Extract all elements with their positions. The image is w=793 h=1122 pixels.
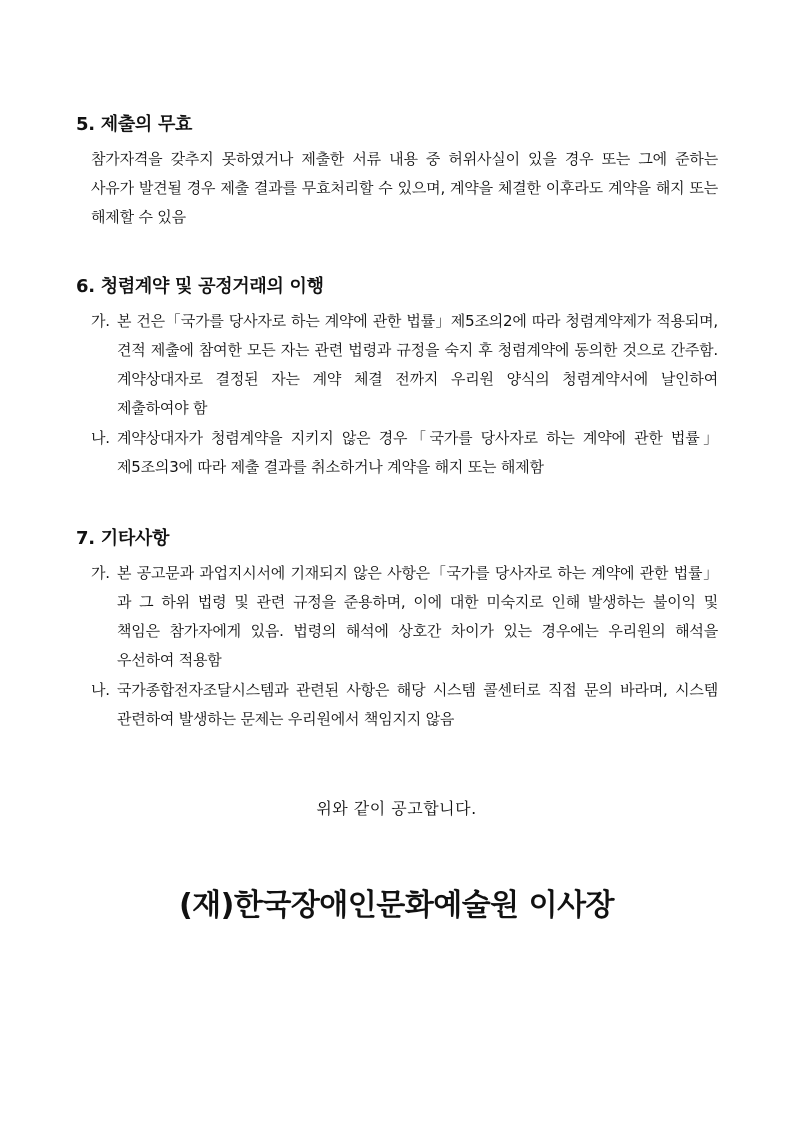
item-marker: 나. <box>91 429 110 447</box>
item-text: 국가종합전자조달시스템과 관련된 사항은 해당 시스템 콜센터로 직접 문의 바라며, 시스템 관련하여 발생하는 문제는 우리원에서 책임지지 않음 <box>117 681 718 728</box>
section-6-item-ga <box>91 307 718 423</box>
section-7-item-ga <box>91 559 718 675</box>
section-5-title: 5. 제출의 무효 <box>76 114 193 135</box>
section-6-title: 6. 청렴계약 및 공정거래의 이행 <box>76 276 324 297</box>
item-marker: 나. <box>91 681 110 699</box>
closing-statement: 위와 같이 공고합니다. <box>316 799 477 818</box>
item-text: 본 공고문과 과업지시서에 기재되지 않은 사항은「국가를 당사자로 하는 계약에 관한 법률」과 그 하위 법령 및 관련 규정을 준용하며, 이에 대한 미숙지로 인해 발생하는 불이익 및 책임은 참가자에게 있음. 법령의 해석에 상호간 차이가 있는 경우에는 우리원의 해석을 우선하여 적용함 <box>117 564 718 669</box>
section-7-title: 7. 기타사항 <box>76 528 170 549</box>
section-7-item-na <box>91 676 718 734</box>
issuer-signature: (재)한국장애인문화예술원 이사장 <box>178 888 615 923</box>
item-text: 계약상대자가 청렴계약을 지키지 않은 경우「국가를 당사자로 하는 계약에 관한 법률」제5조의3에 따라 제출 결과를 취소하거나 계약을 해지 또는 해제함 <box>117 429 718 476</box>
item-marker: 가. <box>91 564 110 582</box>
section-5-body: 참가자격을 갖추지 못하였거나 제출한 서류 내용 중 허위사실이 있을 경우 또는 그에 준하는 사유가 발견될 경우 제출 결과를 무효처리할 수 있으며, 계약을 체결한 이후라도 계약을 해지 또는 해제할 수 있음 <box>91 150 718 226</box>
item-text: 본 건은「국가를 당사자로 하는 계약에 관한 법률」제5조의2에 따라 청렴계약제가 적용되며, 견적 제출에 참여한 모든 자는 관련 법령과 규정을 숙지 후 청렴계약에 동의한 것으로 간주함. 계약상대자로 결정된 자는 계약 체결 전까지 우리원 양식의 청렴계약서에 날인하여 제출하여야 함 <box>117 312 718 417</box>
section-6-item-na <box>91 424 718 482</box>
item-marker: 가. <box>91 312 110 330</box>
